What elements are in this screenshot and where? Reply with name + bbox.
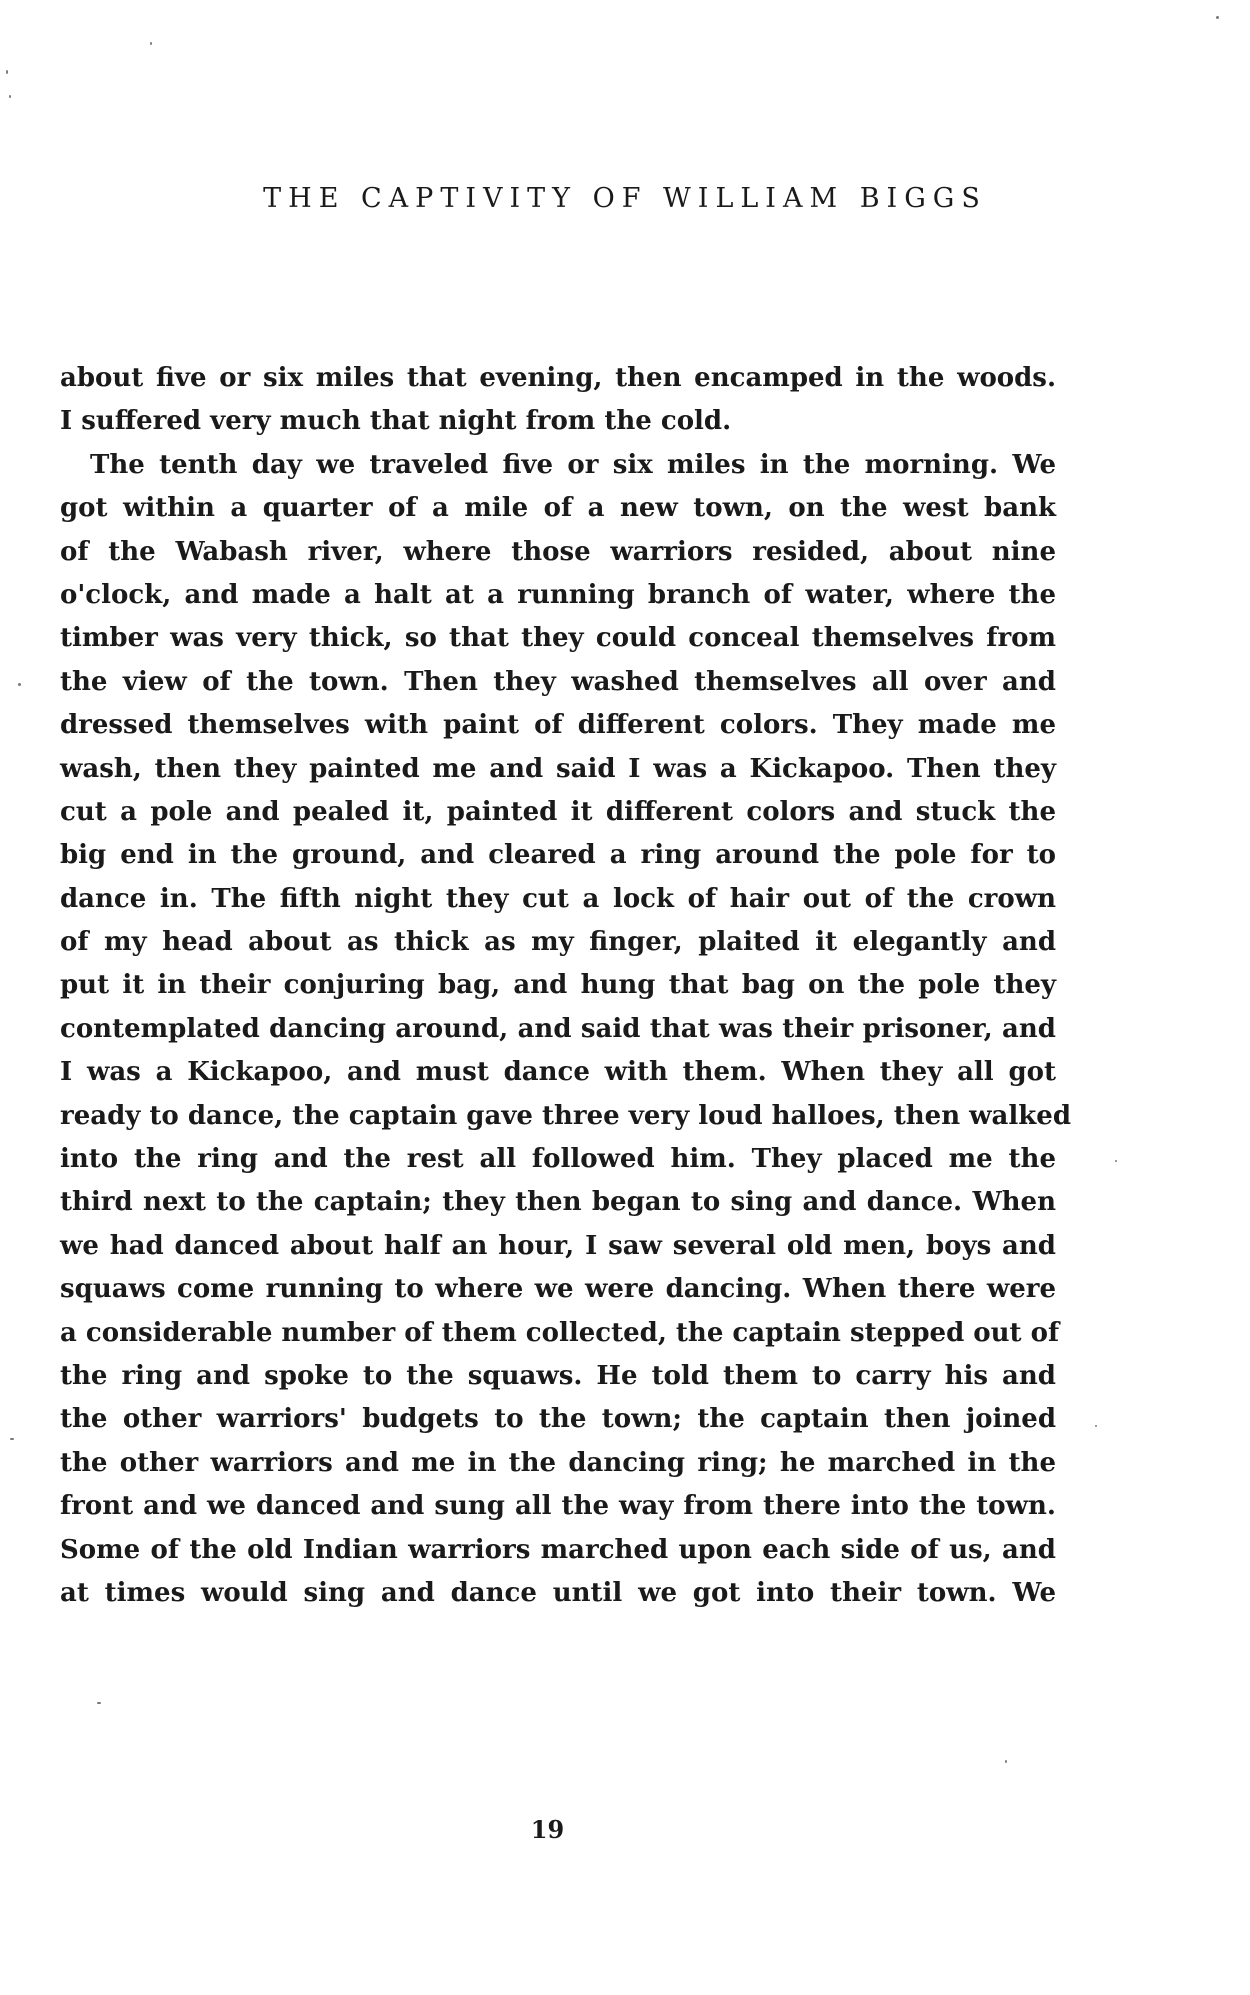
text-line: the view of the town. Then they washed themselves all over and	[60, 666, 1056, 697]
text-line: o'clock, and made a halt at a running branch of water, where the	[60, 579, 1056, 610]
scan-speck	[1216, 16, 1219, 19]
page-number: 19	[530, 1815, 565, 1844]
text-line: dressed themselves with paint of different colors. They made me	[60, 710, 1056, 741]
scan-speck	[150, 42, 152, 45]
text-line: put it in their conjuring bag, and hung that bag on the pole they	[60, 970, 1056, 1001]
scan-speck	[1005, 1760, 1007, 1763]
text-line: we had danced about half an hour, I saw several old men, boys and	[60, 1230, 1056, 1261]
text-line: at times would sing and dance until we got into their town. We	[60, 1577, 1056, 1608]
scan-speck	[18, 683, 21, 686]
text-line: I was a Kickapoo, and must dance with them. When they all got	[60, 1057, 1056, 1088]
text-line: about five or six miles that evening, then encamped in the woods.	[60, 363, 1056, 393]
text-line: Some of the old Indian warriors marched upon each side of us, and	[60, 1534, 1056, 1565]
scan-speck	[1115, 1160, 1117, 1162]
text-line: the other warriors and me in the dancing ring; he marched in the	[60, 1447, 1056, 1478]
text-line: dance in. The fifth night they cut a lock of hair out of the crown	[60, 883, 1056, 914]
text-line: into the ring and the rest all followed him. They placed me the	[60, 1144, 1056, 1175]
scan-speck	[97, 1702, 101, 1704]
scan-speck	[1095, 1425, 1097, 1427]
text-line: cut a pole and pealed it, painted it different colors and stuck the	[60, 796, 1056, 827]
text-line: third next to the captain; they then began to sing and dance. When	[60, 1187, 1056, 1218]
text-line: got within a quarter of a mile of a new town, on the west bank	[60, 493, 1056, 524]
body-text	[60, 357, 1072, 1615]
running-head: THE CAPTIVITY OF WILLIAM BIGGS	[263, 183, 987, 214]
scan-speck	[6, 70, 8, 74]
text-line: big end in the ground, and cleared a ring around the pole for to	[60, 840, 1056, 871]
text-line: wash, then they painted me and said I was a Kickapoo. Then they	[60, 753, 1056, 784]
text-line: the other warriors' budgets to the town; the captain then joined	[60, 1404, 1056, 1435]
text-line: a considerable number of them collected, the captain stepped out of	[60, 1317, 1060, 1348]
text-line: ready to dance, the captain gave three very loud halloes, then walked	[60, 1100, 1072, 1131]
text-line: the ring and spoke to the squaws. He told them to carry his and	[60, 1360, 1056, 1391]
text-line: of my head about as thick as my finger, plaited it elegantly and	[60, 927, 1056, 958]
text-line: squaws come running to where we were dancing. When there were	[60, 1274, 1056, 1305]
text-line: front and we danced and sung all the way from there into the town.	[60, 1491, 1056, 1522]
text-line: timber was very thick, so that they could conceal themselves from	[60, 623, 1056, 654]
text-line: contemplated dancing around, and said that was their prisoner, and	[60, 1013, 1056, 1044]
scan-speck	[10, 1438, 14, 1440]
text-line: of the Wabash river, where those warriors resided, about nine	[60, 536, 1056, 567]
text-line: I suffered very much that night from the cold.	[60, 406, 732, 437]
text-line: The tenth day we traveled five or six miles in the morning. We	[90, 449, 1056, 480]
scan-speck	[9, 95, 11, 98]
